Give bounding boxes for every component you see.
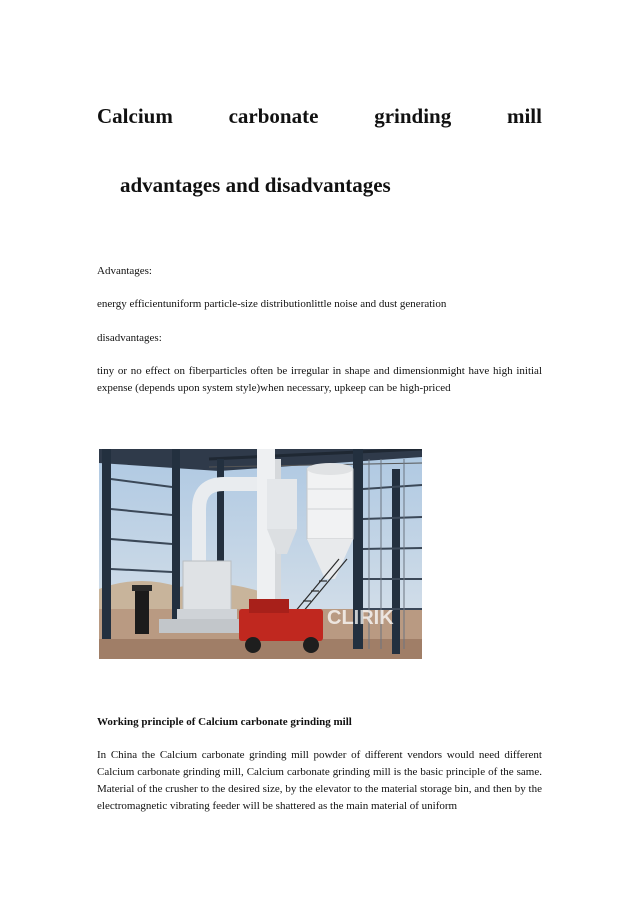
advantages-label: Advantages:	[97, 265, 152, 277]
photo-watermark-text: CLIRIK	[327, 607, 394, 629]
title-word: carbonate	[228, 104, 319, 128]
grinding-mill-plant-photo	[99, 449, 422, 659]
page-title-line-1	[97, 104, 542, 129]
title-word: grinding	[374, 104, 452, 128]
title-word: mill	[506, 104, 542, 128]
disadvantages-label: disadvantages:	[97, 332, 162, 344]
advantages-text: energy efficientuniform particle-size distributionlittle noise and dust generation	[97, 298, 447, 310]
title-word: Calcium	[97, 104, 173, 128]
section-heading: Working principle of Calcium carbonate grinding mill	[97, 716, 352, 728]
disadvantages-text: tiny or no effect on fiberparticles often be irregular in shape and dimensionmight have high initial expense (depends upon system style)when necessary, upkeep can be high-priced	[97, 365, 542, 394]
page-title-line-2: advantages and disadvantages	[120, 173, 391, 197]
section-body: In China the Calcium carbonate grinding mill powder of different vendors would need different Calcium carbonate grinding mill, Calcium carbonate grinding mill is the basic principle of the same. Material of the crusher to the desired size, by the elevator to the material storage bin, and then by the electromagnetic vibrating feeder will be shattered as the main material of uniform	[97, 749, 542, 812]
